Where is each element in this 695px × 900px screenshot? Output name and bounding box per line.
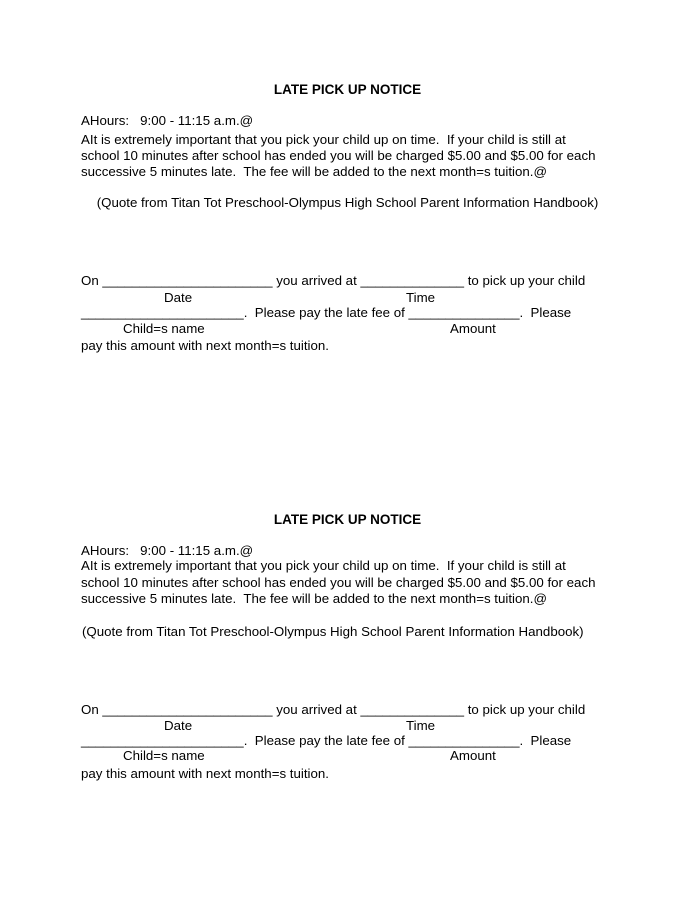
policy-line: AIt is extremely important that you pick your child up on time. If your child is still at (81, 558, 566, 573)
late-pickup-notice-2 (0, 430, 695, 781)
form-line-date-time: On _______________________ you arrived at ______________ to pick up your child (81, 273, 586, 288)
date-label: Date (164, 718, 193, 733)
handbook-quote: (Quote from Titan Tot Preschool-Olympus High School Parent Information Handbook) (96, 195, 599, 210)
notice-title: LATE PICK UP NOTICE (273, 512, 422, 527)
handbook-quote: (Quote from Titan Tot Preschool-Olympus High School Parent Information Handbook) (82, 624, 584, 639)
policy-line: school 10 minutes after school has ended you will be charged $5.00 and $5.00 for each (81, 575, 596, 590)
late-pickup-notice-1 (0, 0, 695, 353)
form-line-payment: pay this amount with next month=s tuition. (81, 766, 329, 781)
time-label: Time (406, 290, 436, 305)
policy-line: school 10 minutes after school has ended you will be charged $5.00 and $5.00 for each (81, 148, 596, 163)
policy-line: AIt is extremely important that you pick your child up on time. If your child is still at (81, 132, 566, 147)
date-label: Date (164, 290, 193, 305)
policy-line: successive 5 minutes late. The fee will be added to the next month=s tuition.@ (81, 164, 547, 179)
time-label: Time (406, 718, 436, 733)
policy-line: successive 5 minutes late. The fee will be added to the next month=s tuition.@ (81, 591, 547, 606)
hours-line: AHours: 9:00 - 11:15 a.m.@ (81, 543, 254, 558)
form-line-date-time: On _______________________ you arrived at ______________ to pick up your child (81, 702, 586, 717)
form-line-name-fee: ______________________. Please pay the late fee of _______________. Please (81, 305, 572, 320)
form-line-name-fee: ______________________. Please pay the late fee of _______________. Please (81, 733, 572, 748)
child-name-label: Child=s name (123, 321, 205, 336)
hours-line: AHours: 9:00 - 11:15 a.m.@ (81, 113, 254, 128)
amount-label: Amount (450, 321, 496, 336)
notice-title: LATE PICK UP NOTICE (273, 82, 422, 97)
amount-label: Amount (450, 748, 496, 763)
form-line-payment: pay this amount with next month=s tuition. (81, 338, 329, 353)
child-name-label: Child=s name (123, 748, 205, 763)
